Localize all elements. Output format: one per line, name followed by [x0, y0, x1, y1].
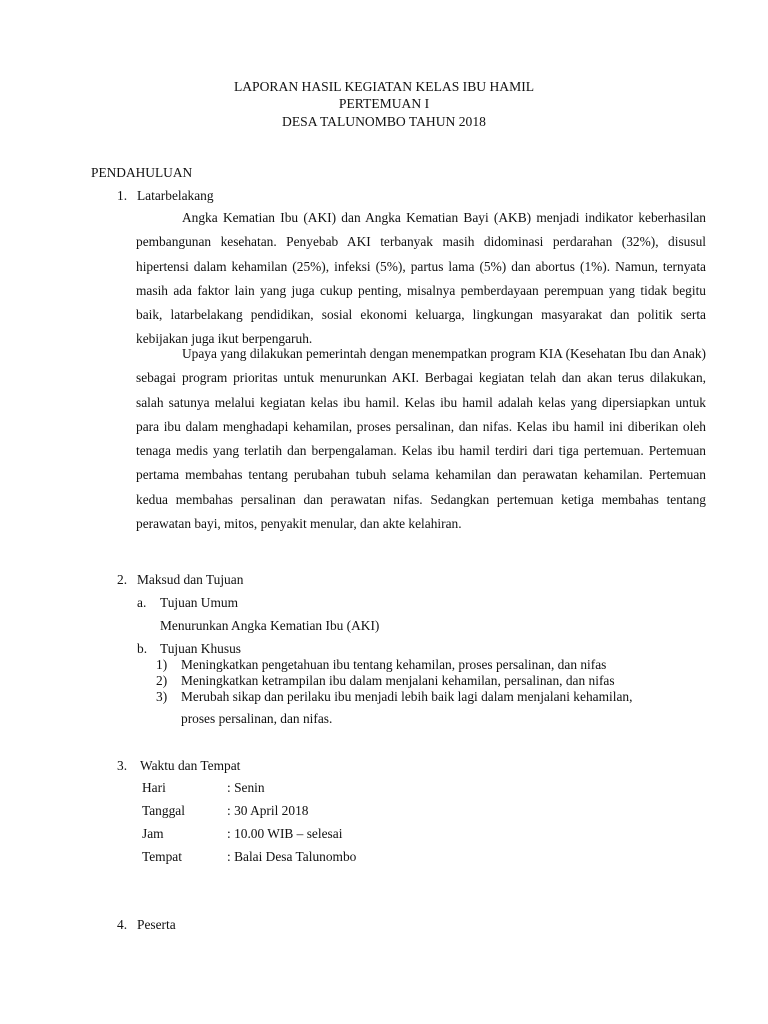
subsection-a-heading: Tujuan Umum [160, 595, 239, 610]
objective-text-3-continued: proses persalinan, dan nifas. [181, 711, 333, 726]
objective-number-1: 1) [156, 657, 168, 672]
section2-heading: Maksud dan Tujuan [137, 572, 244, 587]
section1-number: 1. [117, 188, 128, 203]
objective-text-3: Merubah sikap dan perilaku ibu menjadi lebih baik lagi dalam menjalani kehamilan, [181, 689, 633, 704]
document-title-line1: LAPORAN HASIL KEGIATAN KELAS IBU HAMIL [233, 79, 535, 94]
objective-text-2: Meningkatkan ketrampilan ibu dalam menjalani kehamilan, persalinan, dan nifas [181, 673, 615, 688]
document-title-line2: PERTEMUAN I [338, 96, 430, 111]
section1-paragraph-1: Angka Kematian Ibu (AKI) dan Angka Kematian Bayi (AKB) menjadi indikator keberhasilan pembangunan kesehatan. Penyebab AKI terbanyak masih didominasi perdarahan (32%), disusul hipertensi dalam kehamilan (25%), infeksi (5%), partus lama (5%) dan abortus (1%). Namun, ternyata masih ada faktor lain yang juga cukup penting, misalnya pemberdayaan perempuan yang tidak begitu baik, latarbelakang pendidikan, sosial ekonomi keluarga, lingkungan masyarakat dan politik serta kebijakan juga ikut berpengaruh. [136, 210, 706, 347]
section3-number: 3. [117, 758, 128, 773]
section4-number: 4. [117, 917, 128, 932]
subsection-a-label: a. [137, 595, 147, 610]
subsection-a-text: Menurunkan Angka Kematian Ibu (AKI) [160, 618, 380, 633]
schedule-label-date: Tanggal [142, 803, 185, 818]
schedule-value-time: : 10.00 WIB – selesai [227, 826, 343, 841]
schedule-label-time: Jam [142, 826, 164, 841]
section1-heading: Latarbelakang [137, 188, 214, 203]
section3-heading: Waktu dan Tempat [140, 758, 241, 773]
objective-number-3: 3) [156, 689, 168, 704]
schedule-value-date: : 30 April 2018 [227, 803, 309, 818]
schedule-value-day: : Senin [227, 780, 265, 795]
schedule-value-place: : Balai Desa Talunombo [227, 849, 357, 864]
section4-heading: Peserta [137, 917, 176, 932]
schedule-label-day: Hari [142, 780, 166, 795]
section1-paragraph-2: Upaya yang dilakukan pemerintah dengan menempatkan program KIA (Kesehatan Ibu dan Anak) sebagai program prioritas untuk menurunkan AKI. Berbagai kegiatan telah dan akan terus dilakukan, salah satunya melalui kegiatan kelas ibu hamil. Kelas ibu hamil adalah kelas yang dipersiapkan untuk para ibu dalam menghadapi kehamilan, proses persalinan, dan nifas. Kelas ibu hamil ini diberikan oleh tenaga medis yang terlatih dan berpengalaman. Kelas ibu hamil terdiri dari tiga pertemuan. Pertemuan pertama membahas tentang perubahan tubuh selama kehamilan dan perawatan kehamilan. Pertemuan kedua membahas persalinan dan perawatan nifas. Sedangkan pertemuan ketiga membahas tentang perawatan bayi, mitos, penyakit menular, dan akte kelahiran. [136, 346, 706, 532]
objective-text-1: Meningkatkan pengetahuan ibu tentang kehamilan, proses persalinan, dan nifas [181, 657, 607, 672]
subsection-b-heading: Tujuan Khusus [160, 641, 241, 656]
intro-heading: PENDAHULUAN [91, 165, 193, 180]
schedule-label-place: Tempat [142, 849, 182, 864]
objective-number-2: 2) [156, 673, 168, 688]
subsection-b-label: b. [137, 641, 148, 656]
section2-number: 2. [117, 572, 128, 587]
document-title-line3: DESA TALUNOMBO TAHUN 2018 [282, 114, 486, 129]
